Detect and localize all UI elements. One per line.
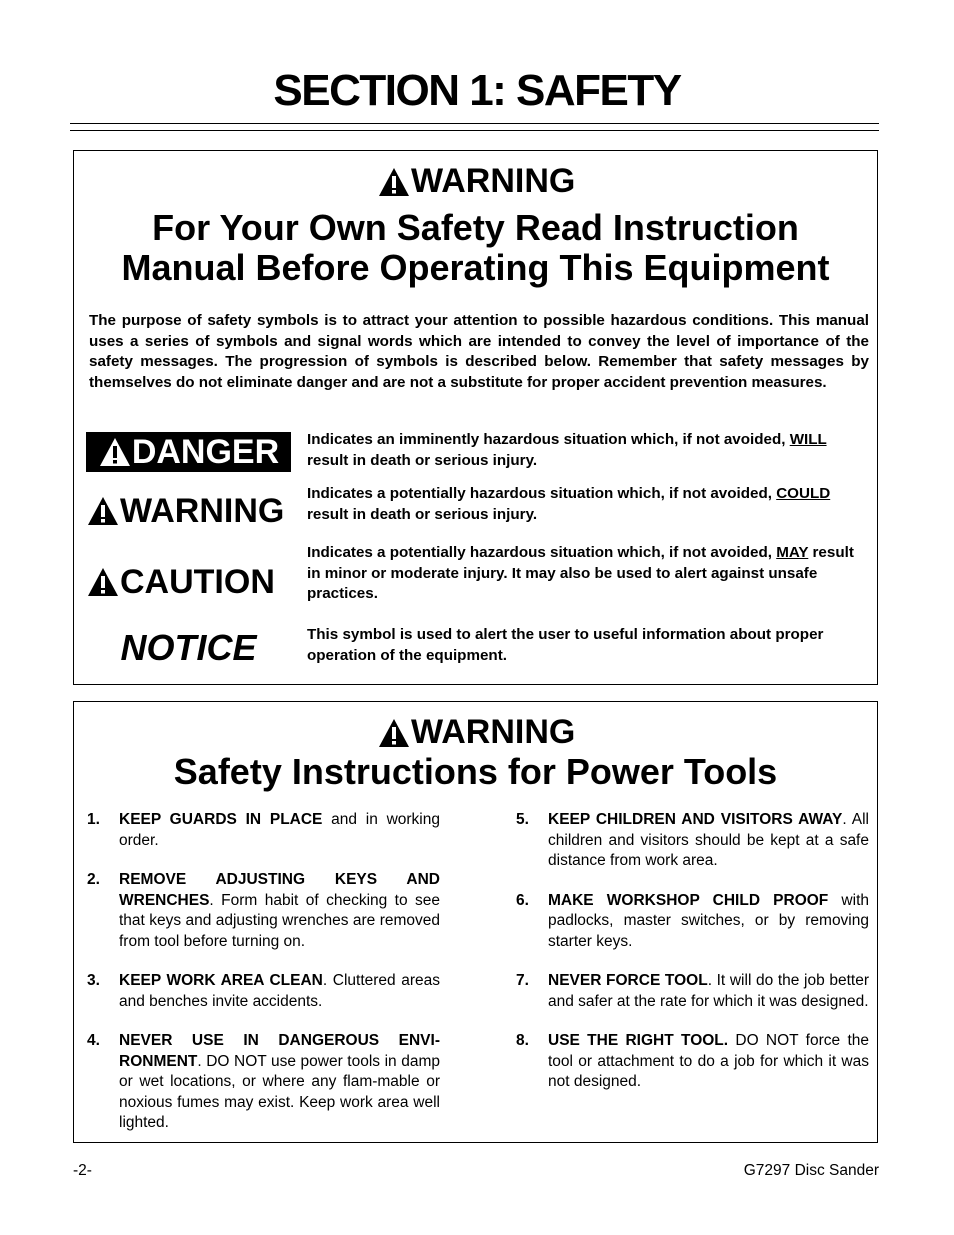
product-name: G7297 Disc Sander [743, 1162, 879, 1179]
notice-description: This symbol is used to alert the user to useful information about proper operation of the equipment. [307, 626, 824, 664]
list-item: 8. USE THE RIGHT TOOL. DO NOT force the tool or attachment to do a job for which it was not designed. [516, 1032, 869, 1090]
safety-heading-line2: Manual Before Operating This Equipment [121, 247, 830, 288]
purpose-paragraph: The purpose of safety symbols is to attract your attention to possible hazardous conditions. This manual uses a series of symbols and signal words which are intended to convey the level of importance of the safety messages. The progression of symbols is described below. Remember that safety messages by themselves do not eliminate danger and are not a substitute for proper accident prevention measures. [89, 312, 869, 391]
caution-label: CAUTION [120, 562, 275, 601]
warning-triangle-icon [377, 717, 411, 749]
instructions-right-column [516, 810, 869, 1112]
warning-header-signal-2 [377, 713, 575, 752]
warning-header-signal [377, 162, 575, 201]
safety-heading-line1: For Your Own Safety Read Instruction [152, 207, 799, 248]
caution-description: Indicates a potentially hazardous situation which, if not avoided, MAY result in minor or moderate injury. It may also be used to alert against unsafe practices. [307, 544, 854, 602]
warning-symbol [86, 491, 291, 531]
danger-label: DANGER [131, 432, 280, 471]
instructions-left-column [87, 810, 440, 1153]
list-item: 3. KEEP WORK AREA CLEAN. Cluttered areas and benches invite accidents. [87, 972, 440, 1010]
notice-label: NOTICE [120, 627, 257, 668]
list-item: 4. NEVER USE IN DANGEROUS ENVI-RONMENT. DO NOT use power tools in damp or wet locations, or where any flam-mable or noxious fumes may exist. Keep work area well lighted. [87, 1032, 440, 1131]
power-tools-heading: Safety Instructions for Power Tools [173, 751, 778, 792]
title-rule-bottom [70, 130, 879, 131]
warning-header-label: WARNING [411, 162, 576, 200]
warning-triangle-icon [377, 166, 411, 198]
power-tool-safety-box [73, 701, 878, 1143]
caution-symbol [86, 561, 291, 603]
warning-triangle-icon [86, 495, 120, 527]
list-item: 2. REMOVE ADJUSTING KEYS AND WRENCHES. Form habit of checking to see that keys and adjusting wrenches are removed from tool before turning on. [87, 871, 440, 950]
list-item: 7. NEVER FORCE TOOL. It will do the job better and safer at the rate for which it was designed. [516, 972, 869, 1010]
safety-symbols-box [73, 150, 878, 685]
caution-triangle-icon [86, 566, 120, 598]
title-rule-top [70, 123, 879, 124]
list-item: 5. KEEP CHILDREN AND VISITORS AWAY. All children and visitors should be kept at a safe distance from work area. [516, 811, 869, 869]
danger-description: Indicates an imminently hazardous situation which, if not avoided, WILL result in death or serious injury. [307, 431, 827, 469]
danger-triangle-icon [98, 436, 132, 468]
list-item: 6. MAKE WORKSHOP CHILD PROOF with padlocks, master switches, or by removing starter keys. [516, 891, 869, 950]
notice-symbol [86, 627, 291, 669]
page-number: -2- [73, 1162, 92, 1179]
warning-header-label-2: WARNING [411, 713, 576, 751]
warning-description: Indicates a potentially hazardous situation which, if not avoided, COULD result in death or serious injury. [307, 485, 831, 523]
section-title: SECTION 1: SAFETY [273, 66, 681, 115]
warning-label: WARNING [120, 491, 285, 530]
list-item: 1. KEEP GUARDS IN PLACE and in working order. [87, 811, 440, 849]
danger-symbol [86, 432, 291, 472]
